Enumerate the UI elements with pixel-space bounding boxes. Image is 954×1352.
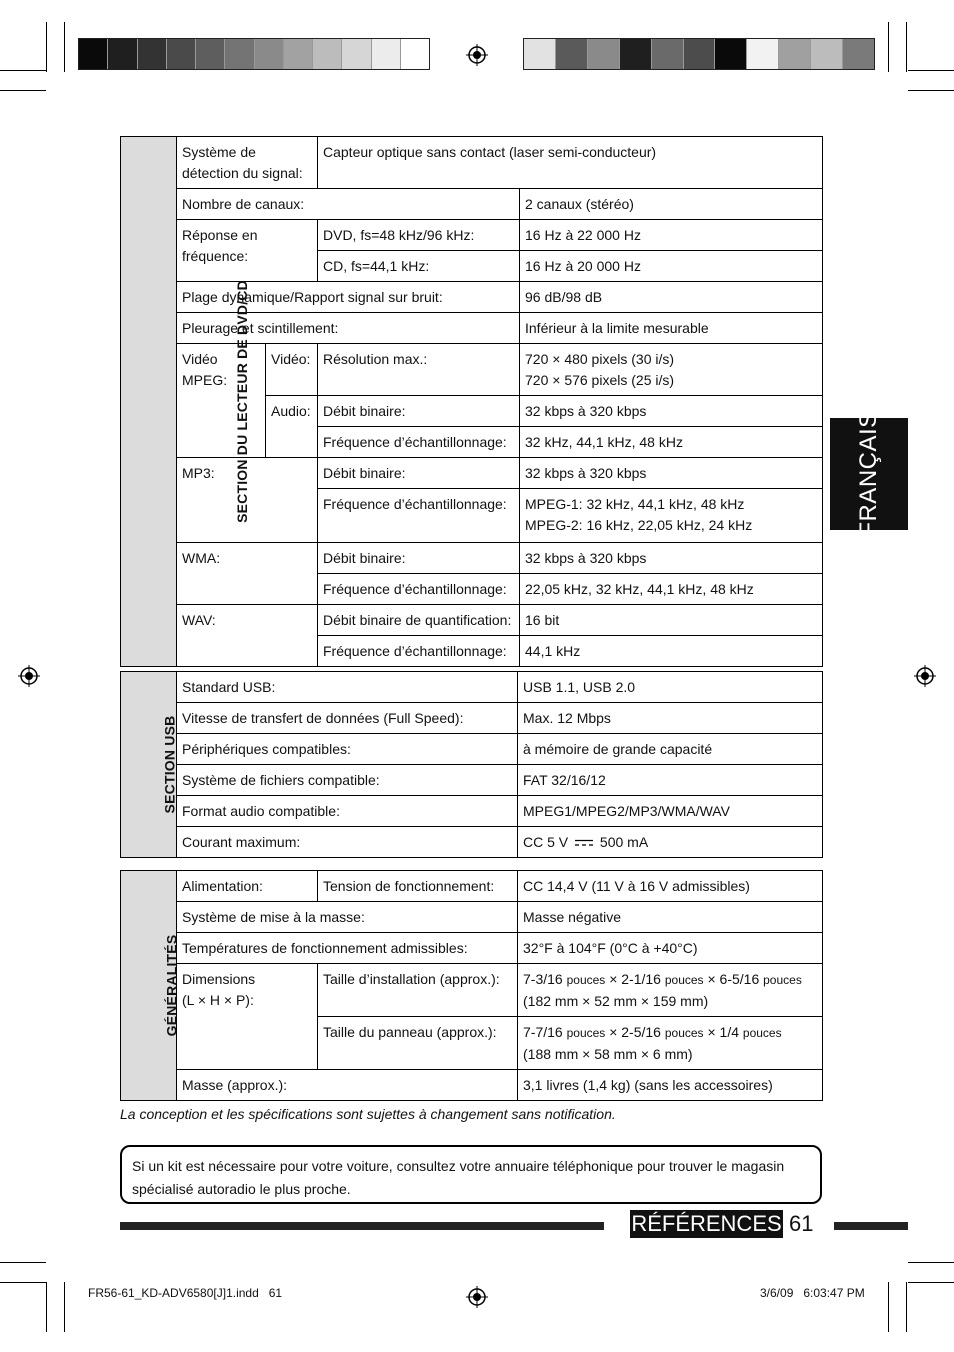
color-swatch (401, 39, 429, 69)
section-label-dvd: SECTION DU LECTEUR DE DVD/CD (121, 137, 177, 667)
spec-value: 32 kbps à 320 kbps (520, 396, 823, 427)
spec-sublabel: Audio: (266, 396, 318, 458)
spec-value (520, 489, 823, 543)
spec-label: Format audio compatible: (177, 796, 518, 827)
color-swatch (225, 39, 254, 69)
references-rule-right (834, 1222, 908, 1230)
spec-value: 32 kHz, 44,1 kHz, 48 kHz (520, 427, 823, 458)
spec-value-line: 720 × 576 pixels (25 i/s) (525, 372, 675, 388)
spec-sublabel: Résolution max.: (318, 344, 520, 396)
spec-label: Réponse en fréquence: (177, 220, 318, 282)
spec-sublabel: DVD, fs=48 kHz/96 kHz: (318, 220, 520, 251)
spec-sublabel: CD, fs=44,1 kHz: (318, 251, 520, 282)
spec-value: CC 14,4 V (11 V à 16 V admissibles) (518, 871, 823, 902)
spec-sublabel: Vidéo: (266, 344, 318, 396)
kit-info-line: Si un kit est nécessaire pour votre voiture, consultez votre annuaire téléphonique pour trouver le magasin (132, 1158, 785, 1174)
spec-value: 2 canaux (stéréo) (520, 189, 823, 220)
crop-mark (64, 1282, 65, 1332)
crop-mark (908, 70, 954, 71)
dc-symbol-icon (574, 838, 594, 848)
footer-timestamp: 3/6/09 6:03:47 PM (760, 1286, 865, 1300)
color-swatch (255, 39, 284, 69)
usb-spec-table (120, 671, 823, 858)
spec-sublabel: Taille du panneau (approx.): (318, 1017, 518, 1070)
spec-value: 32 kbps à 320 kbps (520, 543, 823, 574)
section-label-usb: SECTION USB (121, 672, 177, 858)
color-swatch (138, 39, 167, 69)
spec-label: Vidéo MPEG: (177, 344, 266, 458)
spec-value: 16 Hz à 20 000 Hz (520, 251, 823, 282)
color-swatch (652, 39, 684, 69)
panel-imperial: 7-7/16 pouces × 2-5/16 pouces × 1/4 pouces (523, 1024, 782, 1040)
spec-label: MP3: (177, 458, 318, 543)
install-metric: (182 mm × 52 mm × 159 mm) (523, 993, 709, 1009)
spec-value (518, 1017, 823, 1070)
crop-mark (46, 22, 47, 72)
color-swatch (372, 39, 401, 69)
color-swatch (588, 39, 620, 69)
spec-value: 32 kbps à 320 kbps (520, 458, 823, 489)
panel-metric: (188 mm × 58 mm × 6 mm) (523, 1046, 693, 1062)
spec-label: Périphériques compatibles: (177, 734, 518, 765)
crop-mark (908, 1262, 954, 1263)
spec-label: Masse (approx.): (177, 1070, 518, 1101)
crop-mark (46, 1282, 47, 1332)
spec-value (518, 827, 823, 858)
current-prefix: CC 5 V (523, 834, 569, 850)
spec-change-note: La conception et les spécifications sont sujettes à changement sans notification. (120, 1106, 616, 1122)
spec-label: Système de mise à la masse: (177, 902, 518, 933)
spec-value: Masse négative (518, 902, 823, 933)
language-tab-label: FRANÇAIS (855, 411, 882, 537)
spec-label: Plage dynamique/Rapport signal sur bruit: (177, 282, 520, 313)
spec-value: 16 bit (520, 605, 823, 636)
spec-value: Max. 12 Mbps (518, 703, 823, 734)
spec-sublabel: Tension de fonctionnement: (318, 871, 518, 902)
spec-value: USB 1.1, USB 2.0 (518, 672, 823, 703)
color-swatch (79, 39, 108, 69)
crop-mark (888, 22, 889, 72)
crop-mark (0, 1262, 46, 1263)
current-suffix: 500 mA (599, 834, 649, 850)
spec-value-line: MPEG-1: 32 kHz, 44,1 kHz, 48 kHz (525, 496, 745, 512)
dimensions-sublabel: (L × H × P): (182, 992, 254, 1008)
crop-mark (906, 22, 907, 72)
spec-label: Pleurage et scintillement: (177, 313, 520, 344)
color-swatch (284, 39, 313, 69)
color-swatch (313, 39, 342, 69)
spec-value-line: 720 × 480 pixels (30 i/s) (525, 351, 675, 367)
spec-label: Vitesse de transfert de données (Full Speed): (177, 703, 518, 734)
dvd-cd-spec-table (120, 136, 823, 667)
spec-sublabel: Débit binaire: (318, 458, 520, 489)
spec-value: Inférieur à la limite mesurable (520, 313, 823, 344)
spec-value: 16 Hz à 22 000 Hz (520, 220, 823, 251)
spec-sublabel: Fréquence d’échantillonnage: (318, 636, 520, 667)
color-swatch (684, 39, 716, 69)
crop-mark (64, 22, 65, 72)
spec-label: Températures de fonctionnement admissibles: (177, 933, 518, 964)
color-calibration-bar-right (523, 38, 875, 70)
spec-sublabel: Fréquence d’échantillonnage: (318, 489, 520, 543)
registration-mark-icon (466, 44, 488, 66)
spec-sublabel: Débit binaire: (318, 543, 520, 574)
crop-mark (0, 70, 46, 71)
registration-mark-icon (466, 1286, 488, 1308)
spec-value: à mémoire de grande capacité (518, 734, 823, 765)
dimensions-label: Dimensions (182, 971, 256, 987)
crop-mark (0, 90, 46, 91)
registration-mark-icon (18, 665, 40, 687)
spec-label: Alimentation: (177, 871, 318, 902)
spec-value: 3,1 livres (1,4 kg) (sans les accessoires) (518, 1070, 823, 1101)
general-spec-table (120, 870, 823, 1101)
spec-value: MPEG1/MPEG2/MP3/WMA/WAV (518, 796, 823, 827)
spec-label: WAV: (177, 605, 318, 667)
color-swatch (167, 39, 196, 69)
color-swatch (747, 39, 779, 69)
spec-label: Système de fichiers compatible: (177, 765, 518, 796)
page-number: 61 (789, 1211, 814, 1236)
language-tab (830, 411, 908, 537)
spec-label: Courant maximum: (177, 827, 518, 858)
crop-mark (908, 1282, 954, 1283)
spec-value (520, 344, 823, 396)
color-calibration-bar-left (78, 38, 430, 70)
spec-value: FAT 32/16/12 (518, 765, 823, 796)
color-swatch (556, 39, 588, 69)
color-swatch (108, 39, 137, 69)
footer-filename: FR56-61_KD-ADV6580[J]1.indd 61 (88, 1286, 283, 1300)
color-swatch (196, 39, 225, 69)
install-imperial: 7-3/16 pouces × 2-1/16 pouces × 6-5/16 pouces (523, 971, 802, 987)
spec-value: 96 dB/98 dB (520, 282, 823, 313)
registration-mark-icon (914, 665, 936, 687)
crop-mark (0, 1282, 46, 1283)
kit-info-box (120, 1145, 822, 1204)
spec-label: Standard USB: (177, 672, 518, 703)
color-swatch (620, 39, 652, 69)
references-label: RÉFÉRENCES (631, 1211, 782, 1236)
kit-info-line: spécialisé autoradio le plus proche. (132, 1181, 351, 1197)
color-swatch (715, 39, 747, 69)
spec-sublabel: Fréquence d’échantillonnage: (318, 427, 520, 458)
spec-label: WMA: (177, 543, 318, 605)
spec-label (177, 964, 318, 1070)
spec-value (518, 964, 823, 1017)
color-swatch (811, 39, 843, 69)
color-swatch (524, 39, 556, 69)
spec-value-line: MPEG-2: 16 kHz, 22,05 kHz, 24 kHz (525, 517, 753, 533)
crop-mark (888, 1282, 889, 1332)
crop-mark (908, 90, 954, 91)
spec-value: 44,1 kHz (520, 636, 823, 667)
color-swatch (342, 39, 371, 69)
spec-label: Système de détection du signal: (177, 137, 318, 189)
spec-sublabel: Débit binaire de quantification: (318, 605, 520, 636)
spec-sublabel: Fréquence d’échantillonnage: (318, 574, 520, 605)
section-label-general: GÉNÉRALITÉS (121, 871, 177, 1101)
spec-sublabel: Débit binaire: (318, 396, 520, 427)
spec-value: 22,05 kHz, 32 kHz, 44,1 kHz, 48 kHz (520, 574, 823, 605)
crop-mark (906, 1282, 907, 1332)
color-swatch (779, 39, 811, 69)
spec-value: Capteur optique sans contact (laser semi-conducteur) (318, 137, 823, 189)
references-rule-left (120, 1222, 604, 1230)
spec-value: 32°F à 104°F (0°C à +40°C) (518, 933, 823, 964)
color-swatch (843, 39, 874, 69)
spec-sublabel: Taille d’installation (approx.): (318, 964, 518, 1017)
spec-label: Nombre de canaux: (177, 189, 520, 220)
